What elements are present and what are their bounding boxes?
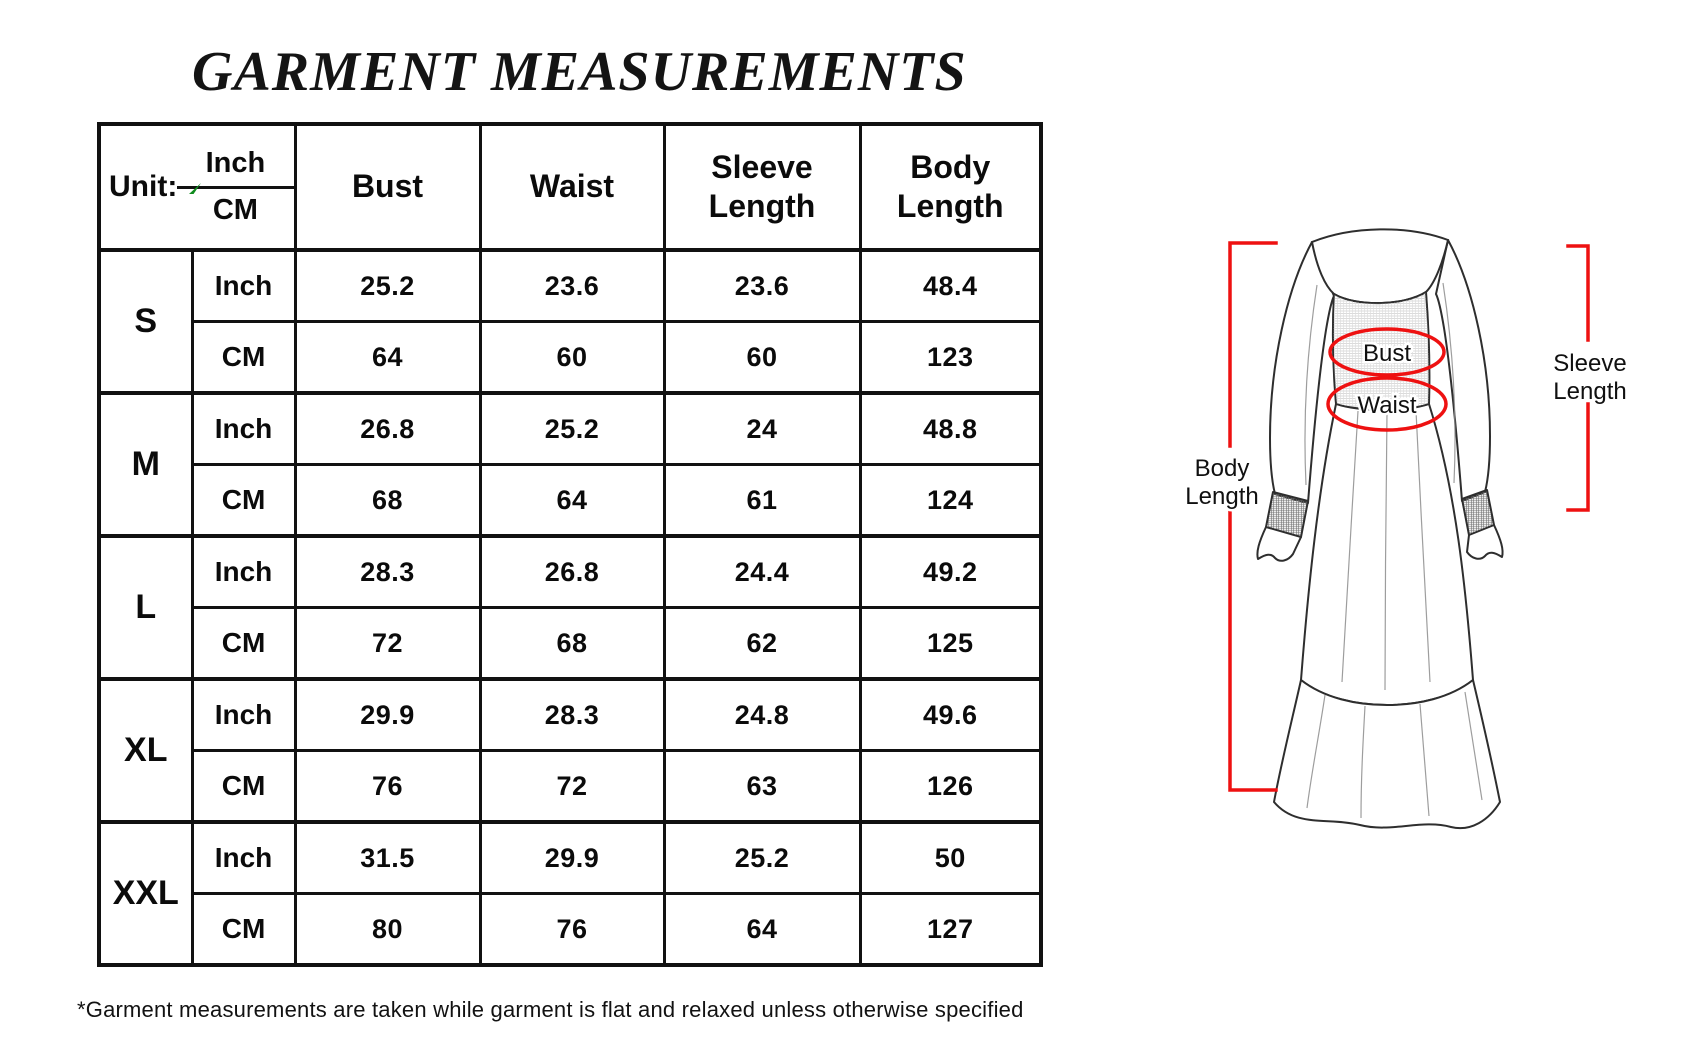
unit-row-label: CM (192, 608, 295, 680)
unit-row-label: CM (192, 465, 295, 537)
unit-row-label: Inch (192, 822, 295, 894)
measurement-value: 63 (664, 751, 860, 823)
table-row (99, 536, 1041, 608)
measurement-value: 80 (295, 894, 480, 966)
column-header-body-length: Body Length (860, 124, 1041, 250)
measurement-value: 28.3 (295, 536, 480, 608)
sleeve-length-label: Sleeve (1553, 350, 1627, 377)
measurement-value: 26.8 (480, 536, 664, 608)
unit-label: Unit: (109, 169, 178, 203)
unit-cm-label: CM (212, 193, 258, 226)
measurement-value: 124 (860, 465, 1041, 537)
measurement-value: 76 (295, 751, 480, 823)
waist-label: Waist (1357, 392, 1417, 419)
measurement-value: 61 (664, 465, 860, 537)
measurement-value: 48.8 (860, 393, 1041, 465)
measurement-value: 49.2 (860, 536, 1041, 608)
table-row (99, 465, 1041, 537)
table-row (99, 322, 1041, 394)
measurement-value: 23.6 (480, 250, 664, 322)
measurement-value: 24.4 (664, 536, 860, 608)
measurement-value: 49.6 (860, 679, 1041, 751)
body-length-bracket (1230, 243, 1276, 446)
measurement-value: 72 (480, 751, 664, 823)
column-header-sleeve-length: Sleeve Length (664, 124, 860, 250)
unit-row-label: CM (192, 894, 295, 966)
table-row (99, 608, 1041, 680)
table-row (99, 822, 1041, 894)
measurement-value: 125 (860, 608, 1041, 680)
measurement-value: 64 (295, 322, 480, 394)
unit-row-label: Inch (192, 250, 295, 322)
garment-diagram (1120, 190, 1680, 850)
table-row (99, 679, 1041, 751)
body-length-label: Length (1185, 483, 1259, 510)
size-label: S (99, 250, 192, 393)
unit-row-label: Inch (192, 536, 295, 608)
measurement-value: 48.4 (860, 250, 1041, 322)
dress-sketch (1120, 190, 1680, 850)
measurement-value: 62 (664, 608, 860, 680)
measurement-value: 50 (860, 822, 1041, 894)
measurement-value: 25.2 (295, 250, 480, 322)
measurement-value: 68 (295, 465, 480, 537)
measurement-value: 25.2 (664, 822, 860, 894)
measurement-value: 60 (664, 322, 860, 394)
size-label: XL (99, 679, 192, 822)
measurement-value: 24.8 (664, 679, 860, 751)
footnote: *Garment measurements are taken while garment is flat and relaxed unless otherwise specified (77, 997, 1024, 1022)
measurement-value: 64 (664, 894, 860, 966)
measurement-value: 29.9 (480, 822, 664, 894)
column-header-waist: Waist (480, 124, 664, 250)
table-row (99, 894, 1041, 966)
unit-row-label: Inch (192, 679, 295, 751)
table-row (99, 393, 1041, 465)
measurement-value: 28.3 (480, 679, 664, 751)
table-header-row (99, 124, 1041, 250)
table-row (99, 751, 1041, 823)
body-length-label: Body (1194, 455, 1250, 482)
measurement-value: 60 (480, 322, 664, 394)
sleeve-length-bracket (1568, 246, 1588, 340)
unit-row-label: CM (192, 751, 295, 823)
measurement-value: 64 (480, 465, 664, 537)
measurement-value: 25.2 (480, 393, 664, 465)
unit-fraction (177, 146, 293, 228)
size-table (97, 122, 1043, 967)
measurement-value: 29.9 (295, 679, 480, 751)
measurement-value: 76 (480, 894, 664, 966)
measurement-value: 123 (860, 322, 1041, 394)
measurement-value: 72 (295, 608, 480, 680)
page-title: GARMENT MEASUREMENTS (192, 41, 967, 103)
measurement-value: 31.5 (295, 822, 480, 894)
size-label: XXL (99, 822, 192, 965)
measurement-value: 23.6 (664, 250, 860, 322)
unit-inch-label: Inch (177, 146, 293, 188)
unit-header-cell (99, 124, 295, 250)
bust-label: Bust (1362, 340, 1412, 367)
measurement-value: 26.8 (295, 393, 480, 465)
unit-row-label: Inch (192, 393, 295, 465)
column-header-bust: Bust (295, 124, 480, 250)
sleeve-length-label: Length (1553, 378, 1627, 405)
measurement-value: 126 (860, 751, 1041, 823)
size-label: L (99, 536, 192, 679)
back-neck-panel (1312, 229, 1448, 303)
size-label: M (99, 393, 192, 536)
table-row (99, 250, 1041, 322)
sleeve-length-bracket (1568, 404, 1588, 510)
measurement-value: 68 (480, 608, 664, 680)
measurement-value: 24 (664, 393, 860, 465)
unit-row-label: CM (192, 322, 295, 394)
measurement-value: 127 (860, 894, 1041, 966)
